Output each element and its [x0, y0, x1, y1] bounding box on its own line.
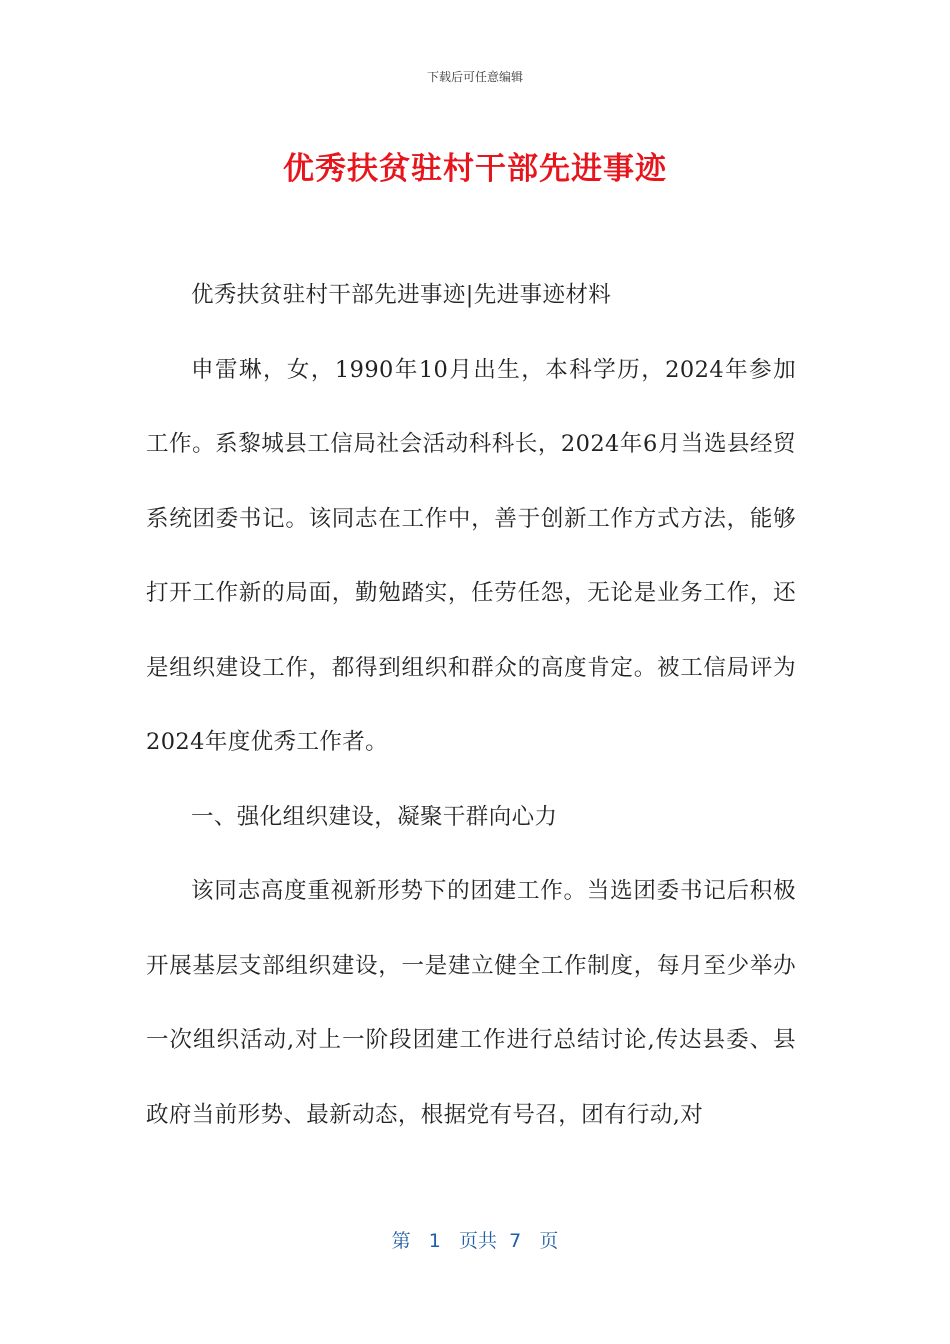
header-note: 下载后可任意编辑: [426, 70, 523, 84]
footer-prefix: 第: [391, 1230, 411, 1252]
paragraph-section-body: 该同志高度重视新形势下的团建工作。当选团委书记后积极开展基层支部组织建设，一是建立健全工作制度，每月至少举办一次组织活动,对上一阶段团建工作进行总结讨论,传达县委、县政府当前形势、最新动态，根据党有号召，团有行动,对: [146, 878, 796, 1128]
document-body: [146, 258, 796, 1152]
paragraph-subtitle: 优秀扶贫驻村干部先进事迹|先进事迹材料: [191, 282, 612, 308]
document-title: 优秀扶贫驻村干部先进事迹: [283, 151, 667, 187]
footer-total-pages: 7: [509, 1230, 522, 1252]
footer-middle: 页共: [459, 1230, 498, 1252]
footer-page-number: 1: [428, 1230, 441, 1252]
paragraph-profile: 申雷琳，女，1990年10月出生，本科学历，2024年参加工作。系黎城县工信局社会活动科科长，2024年6月当选县经贸系统团委书记。该同志在工作中，善于创新工作方式方法，能够打开工作新的局面，勤勉踏实，任劳任怨，无论是业务工作，还是组织建设工作，都得到组织和群众的高度肯定。被工信局评为2024年度优秀工作者。: [146, 356, 796, 755]
footer-suffix: 页: [539, 1230, 559, 1252]
section-heading: 一、强化组织建设，凝聚干群向心力: [191, 803, 558, 830]
page-footer: [0, 1226, 950, 1253]
